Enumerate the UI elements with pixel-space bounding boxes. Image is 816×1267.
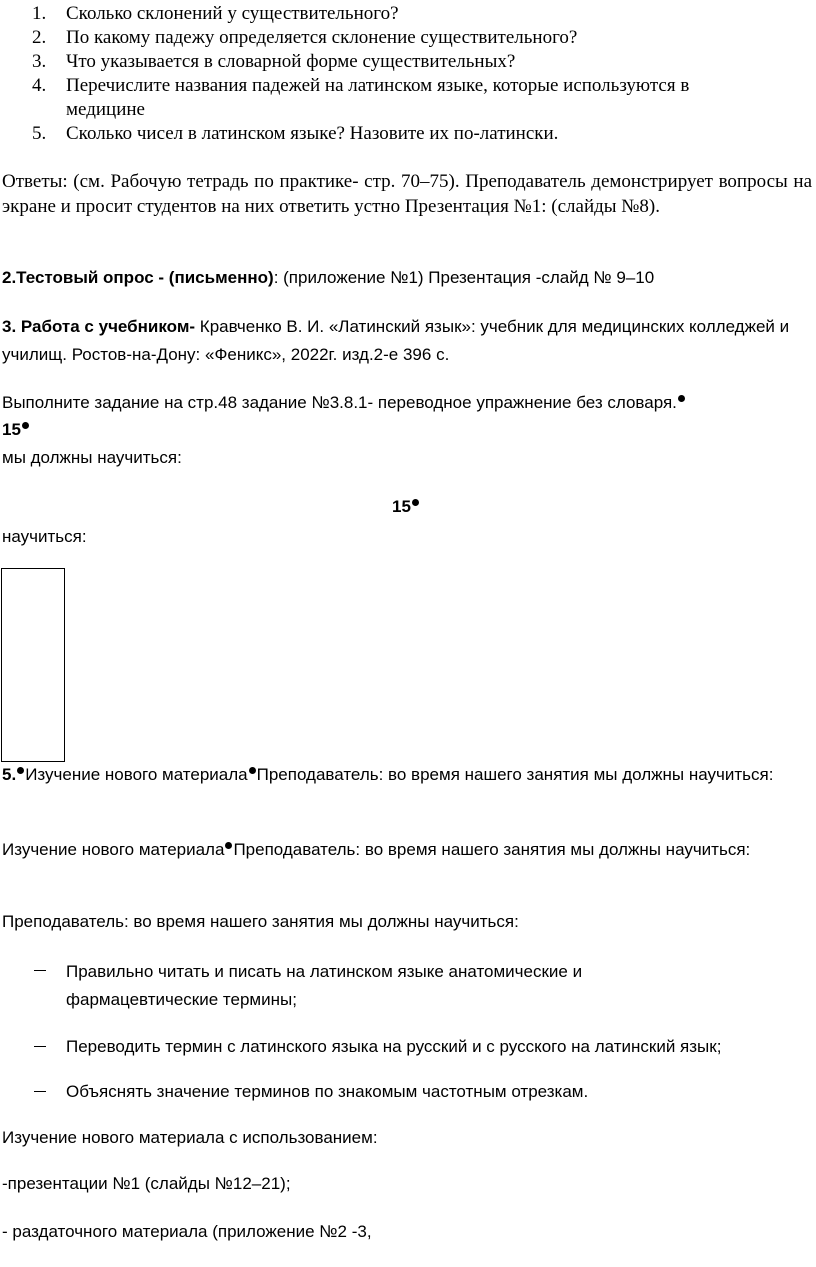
task-text: Выполните задание на стр.48 задание №3.8.1- переводное упражнение без словаря. bbox=[2, 393, 677, 412]
center-number-text: 15 bbox=[392, 497, 411, 516]
list-item bbox=[28, 26, 808, 50]
list-number: 3. bbox=[32, 51, 47, 72]
task-number: 15 bbox=[2, 420, 21, 439]
dash-icon bbox=[34, 1091, 46, 1092]
test-section bbox=[2, 266, 814, 290]
question-text: Перечислите названия падежей на латинском языке, которые используются в медицине bbox=[66, 75, 690, 120]
section-5-repeat-title: Изучение нового материала bbox=[2, 840, 225, 859]
list-item bbox=[28, 50, 808, 74]
list-number: 1. bbox=[32, 3, 47, 24]
goal-text: Переводить термин с латинского языка на русский и с русского на латинский язык; bbox=[66, 1037, 722, 1056]
test-section-text: : (приложение №1) Презентация -слайд № 9–10 bbox=[273, 268, 655, 287]
question-list bbox=[28, 2, 808, 146]
bullet-dot-icon bbox=[22, 422, 29, 429]
test-section-title: 2.Тестовый опрос - (письменно) bbox=[2, 268, 274, 287]
dash-icon bbox=[34, 1046, 46, 1047]
bullet-dot-icon bbox=[17, 767, 24, 774]
textbook-section-text: Кравченко В. И. «Латинский язык»: учебник для медицинских колледжей и училищ. Ростов-на-Дону: «Феникс», 2022г. изд.2-е 396 с. bbox=[2, 317, 790, 364]
question-text: По какому падежу определяется склонение существительного? bbox=[66, 27, 578, 48]
section-5-text: Преподаватель: во время нашего занятия мы должны научиться: bbox=[256, 765, 774, 784]
section-5-title: Изучение нового материала bbox=[25, 765, 248, 784]
list-number: 4. bbox=[32, 75, 47, 96]
study-with-line: Изучение нового материала с использованием: bbox=[2, 1128, 378, 1147]
presentation-line: -презентации №1 (слайды №12–21); bbox=[2, 1174, 291, 1193]
dash-icon bbox=[34, 970, 46, 971]
bullet-dot-icon bbox=[678, 395, 685, 402]
list-item bbox=[28, 74, 808, 122]
section-5-number: 5. bbox=[2, 765, 17, 784]
bullet-dot-icon bbox=[412, 499, 419, 506]
bullet-dot-icon bbox=[249, 767, 256, 774]
question-text: Что указывается в словарной форме существительных? bbox=[66, 51, 516, 72]
must-learn-line: мы должны научиться: bbox=[2, 448, 182, 467]
section-5 bbox=[2, 761, 802, 789]
section-5-repeat-text: Преподаватель: во время нашего занятия мы должны научиться: bbox=[233, 840, 751, 859]
goal-text: Правильно читать и писать на латинском языке анатомические и фармацевтические термины; bbox=[66, 962, 583, 1009]
handout-line: - раздаточного материала (приложение №2 -3, bbox=[2, 1222, 372, 1241]
list-number: 2. bbox=[32, 27, 47, 48]
list-item bbox=[28, 122, 808, 146]
question-text: Сколько чисел в латинском языке? Назовите их по-латински. bbox=[66, 123, 559, 144]
bullet-dot-icon bbox=[225, 842, 232, 849]
goal-text: Объяснять значение терминов по знакомым частотным отрезкам. bbox=[66, 1082, 589, 1101]
list-number: 5. bbox=[32, 123, 47, 144]
textbook-section-title: 3. Работа с учебником- bbox=[2, 317, 196, 336]
learn-short-line: научиться: bbox=[2, 527, 87, 546]
list-item bbox=[28, 2, 808, 26]
question-text: Сколько склонений у существительного? bbox=[66, 3, 399, 24]
empty-frame bbox=[1, 568, 65, 762]
task-paragraph bbox=[2, 389, 702, 443]
teacher-line: Преподаватель: во время нашего занятия мы должны научиться: bbox=[2, 912, 519, 931]
section-5-repeat bbox=[2, 836, 762, 864]
answers-paragraph: Ответы: (см. Рабочую тетрадь по практике- стр. 70–75). Преподаватель демонстрирует вопросы на экране и просит студентов на них ответить устно Презентация №1: (слайды №8). bbox=[2, 171, 812, 217]
center-number bbox=[392, 495, 420, 519]
textbook-section bbox=[2, 313, 792, 369]
